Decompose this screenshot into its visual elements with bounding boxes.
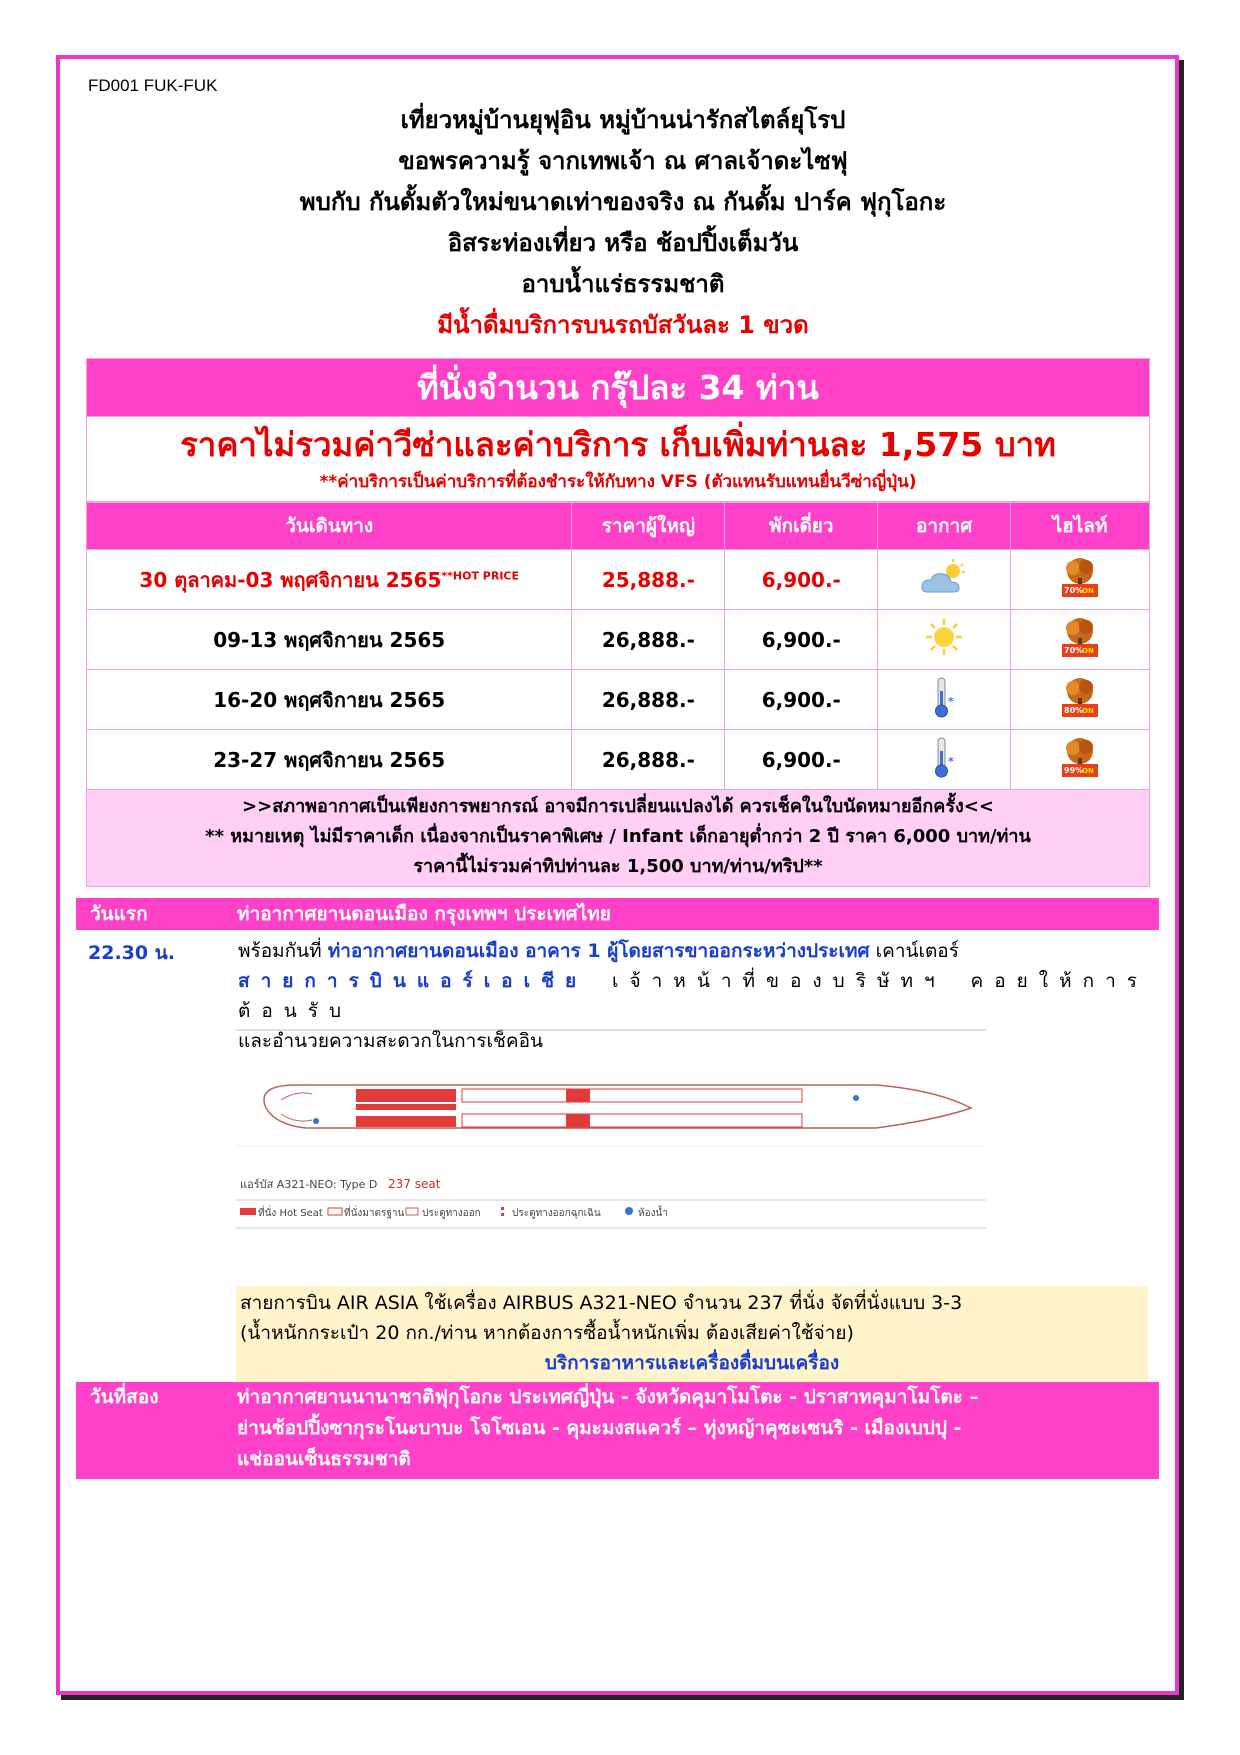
- headline-4: อิสระท่องเที่ยว หรือ ช้อปปิ้งเต็มวัน: [447, 229, 799, 257]
- visa-price: ราคาไม่รวมค่าวีซ่าและค่าบริการ เก็บเพิ่มท่านละ 1,575 บาท: [180, 425, 1056, 464]
- col-highlight: ไฮไลท์: [1011, 503, 1150, 550]
- price-grid: [86, 502, 1150, 790]
- table-row: [87, 730, 1150, 790]
- flight-line-meal: บริการอาหารและเครื่องดื่มบนเครื่อง: [544, 1352, 840, 1374]
- headlines: [88, 100, 1158, 346]
- headline-water: มีน้ำดื่มบริการบนรถบัสวันละ 1 ขวด: [437, 311, 809, 339]
- headline-2: ขอพรความรู้ จากเทพเจ้า ณ ศาลเจ้าดะไซฟุ: [398, 147, 848, 175]
- table-row: [87, 610, 1150, 670]
- flight-line-aircraft: สายการบิน AIR ASIA ใช้เครื่อง AIRBUS A321-NEO จำนวน 237 ที่นั่ง จัดที่นั่งแบบ 3-3: [240, 1292, 963, 1314]
- tip-note: ราคานี้ไม่รวมค่าทิปท่านละ 1,500 บาท/ท่าน/ทริป**: [413, 856, 823, 877]
- infant-note: ** หมายเหตุ ไม่มีราคาเด็ก เนื่องจากเป็นราคาพิเศษ / Infant เด็กอายุต่ำกว่า 2 ปี ราคา 6,000 บาท/ท่าน: [205, 826, 1031, 847]
- price-table: [86, 358, 1150, 887]
- day2-title-line: ท่าอากาศยานนานาชาติฟุกุโอกะ ประเทศญี่ปุ่น - จังหวัดคุมาโมโตะ - ปราสาทคุมาโมโตะ –: [237, 1386, 979, 1408]
- day2-header: [76, 1382, 1159, 1479]
- seat-map: [236, 1028, 986, 1258]
- legend-standard-seat: ที่นั่งมาตรฐาน: [344, 1208, 405, 1219]
- table-row: [87, 550, 1150, 610]
- row-adult-price: 25,888.-: [572, 550, 725, 610]
- cloud-sun-icon: [878, 550, 1011, 610]
- row-single-price: 6,900.-: [725, 670, 878, 730]
- seatmap-caption: แอร์บัส A321-NEO: Type D: [240, 1178, 378, 1191]
- row-adult-price: 26,888.-: [572, 730, 725, 790]
- day1-header: [76, 898, 1159, 930]
- table-row: [87, 670, 1150, 730]
- row-single-price: 6,900.-: [725, 550, 878, 610]
- headline-5: อาบน้ำแร่ธรรมชาติ: [521, 270, 725, 298]
- col-single: พักเดี่ยว: [725, 503, 878, 550]
- svg-text:ON: ON: [1082, 587, 1094, 595]
- svg-text:*: *: [948, 755, 954, 768]
- row-date: 09-13 พฤศจิกายน 2565: [87, 610, 572, 670]
- thermometer-cold-icon: [878, 730, 1011, 790]
- day1-time: 22.30 น.: [88, 942, 175, 964]
- table-header-row: [87, 503, 1150, 550]
- headline-1: เที่ยวหมู่บ้านยุฟุอิน หมู่บ้านน่ารักสไตล์ยุโรป: [400, 106, 846, 134]
- row-adult-price: 26,888.-: [572, 670, 725, 730]
- airline-name: สายการบินแอร์เอเชีย: [238, 970, 588, 992]
- svg-text:70%: 70%: [1064, 586, 1084, 595]
- day2-label: วันที่สอง: [90, 1386, 159, 1408]
- legend-hot-seat: ที่นั่ง Hot Seat: [258, 1208, 323, 1219]
- legend-toilet: ห้องน้ำ: [638, 1208, 668, 1219]
- day1-paragraph: พร้อมกันที่ ท่าอากาศยานดอนเมือง อาคาร 1 ผู้โดยสารขาออกระหว่างประเทศ เคาน์เตอร์ สายการบินแอร์เอเชีย เจ้าหน้าที่ของบริษัทฯ คอยให้การต้อนรับ และอำนวยความสะดวกในการเช็คอิน: [238, 940, 1148, 1052]
- seats-banner: ที่นั่งจำนวน กรุ๊ปละ 34 ท่าน: [86, 358, 1150, 417]
- hot-price-tag: **HOT PRICE: [441, 568, 520, 582]
- legend-exit: ประตูทางออก: [422, 1208, 481, 1219]
- svg-text:80%: 80%: [1064, 706, 1084, 715]
- day2-title-line: ย่านช้อปปิ้งซากุระโนะบาบะ โจโซเอน - คุมะมงสแควร์ – ทุ่งหญ้าคุซะเซนริ - เมืองเบปปุ -: [237, 1417, 962, 1439]
- sun-icon: [878, 610, 1011, 670]
- visa-note: **ค่าบริการเป็นค่าบริการที่ต้องชำระให้กับทาง VFS (ตัวแทนรับแทนยื่นวีซ่าญี่ปุ่น): [319, 472, 917, 492]
- flight-info: [236, 1286, 1148, 1382]
- day2-title-line: แช่ออนเซ็นธรรมชาติ: [237, 1448, 411, 1470]
- leaf-highlight-icon: [1011, 550, 1150, 610]
- row-date: 30 ตุลาคม-03 พฤศจิกายน $2565^{**HOT PRICE}$: [87, 550, 572, 610]
- col-adult: ราคาผู้ใหญ่: [572, 503, 725, 550]
- svg-text:ON: ON: [1082, 707, 1094, 715]
- thermometer-cold-icon: [878, 670, 1011, 730]
- row-single-price: 6,900.-: [725, 730, 878, 790]
- svg-text:*: *: [948, 695, 954, 708]
- price-notes: [86, 790, 1150, 887]
- leaf-highlight-icon: [1011, 610, 1150, 670]
- leaf-highlight-icon: [1011, 730, 1150, 790]
- headline-3: พบกับ กันดั้มตัวใหม่ขนาดเท่าของจริง ณ กันดั้ม ปาร์ค ฟุกุโอกะ: [299, 188, 947, 216]
- svg-text:70%: 70%: [1064, 646, 1084, 655]
- flight-line-baggage: (น้ำหนักกระเป๋า 20 กก./ท่าน หากต้องการซื้อน้ำหนักเพิ่ม ต้องเสียค่าใช้จ่าย): [240, 1322, 854, 1344]
- tour-code: FD001 FUK-FUK: [88, 76, 218, 95]
- seatmap-seats: 237 seat: [388, 1177, 441, 1191]
- svg-text:ON: ON: [1082, 647, 1094, 655]
- leaf-highlight-icon: [1011, 670, 1150, 730]
- col-date: วันเดินทาง: [87, 503, 572, 550]
- visa-banner: [86, 417, 1150, 502]
- weather-note: >>สภาพอากาศเป็นเพียงการพยากรณ์ อาจมีการเปลี่ยนแปลงได้ ควรเช็คในใบนัดหมายอีกครั้ง<<: [242, 796, 994, 817]
- day1-title: ท่าอากาศยานดอนเมือง กรุงเทพฯ ประเทศไทย: [237, 903, 611, 925]
- svg-text:99%: 99%: [1064, 766, 1084, 775]
- airport-name: ท่าอากาศยานดอนเมือง อาคาร 1 ผู้โดยสารขาออกระหว่างประเทศ: [327, 940, 870, 962]
- legend-emergency-exit: ประตูทางออกฉุกเฉิน: [512, 1208, 601, 1219]
- row-adult-price: 26,888.-: [572, 610, 725, 670]
- row-single-price: 6,900.-: [725, 610, 878, 670]
- row-date: 23-27 พฤศจิกายน 2565: [87, 730, 572, 790]
- col-weather: อากาศ: [878, 503, 1011, 550]
- row-date: 16-20 พฤศจิกายน 2565: [87, 670, 572, 730]
- day1-label: วันแรก: [90, 903, 148, 925]
- svg-text:ON: ON: [1082, 767, 1094, 775]
